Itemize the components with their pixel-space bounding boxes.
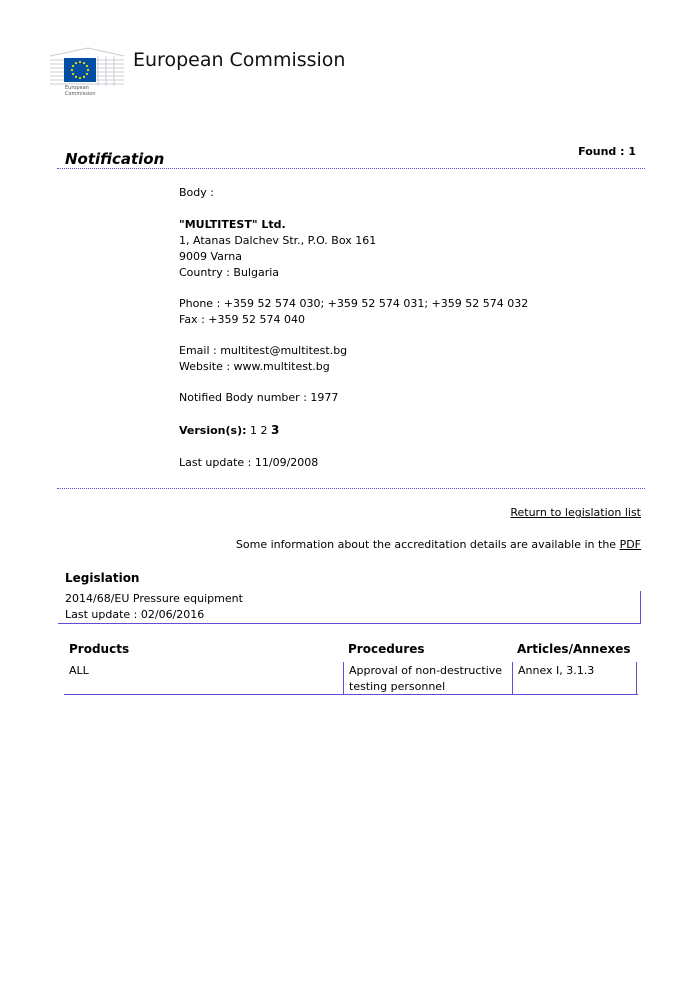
- versions-label: Version(s):: [179, 424, 247, 437]
- nb-number: Notified Body number : 1977: [179, 391, 339, 404]
- body-info: [179, 185, 528, 471]
- body-city: 9009 Varna: [179, 250, 242, 263]
- col-header-annexes: Articles/Annexes: [517, 642, 631, 656]
- table-row-bottom: [64, 694, 638, 695]
- cell-procedure: [349, 663, 502, 695]
- body-fax: Fax : +359 52 574 040: [179, 313, 305, 326]
- body-email: Email : multitest@multitest.bg: [179, 344, 348, 357]
- cell-divider-3: [636, 662, 637, 694]
- legislation-name: 2014/68/EU Pressure equipment: [65, 592, 243, 605]
- body-name: "MULTITEST" Ltd.: [179, 218, 286, 231]
- divider-bottom: [57, 488, 645, 489]
- cell-annex: Annex I, 3.1.3: [518, 664, 595, 677]
- divider-top: [57, 168, 645, 169]
- accreditation-note: [236, 537, 641, 553]
- ec-logo: [48, 46, 126, 104]
- cell-divider-2: [512, 662, 513, 694]
- logo-caption-line1: European: [65, 85, 89, 91]
- body-address: 1, Atanas Dalchev Str., P.O. Box 161: [179, 234, 377, 247]
- procedure-line-2: testing personnel: [349, 680, 446, 693]
- body-label: Body :: [179, 186, 214, 199]
- version-link-1[interactable]: 1: [250, 424, 258, 437]
- version-current: 3: [271, 423, 280, 437]
- return-to-list-link[interactable]: Return to legislation list: [510, 506, 641, 519]
- notification-title: Notification: [65, 150, 165, 168]
- legislation-last-update: Last update : 02/06/2016: [65, 608, 205, 621]
- cell-product: ALL: [69, 664, 89, 677]
- found-count: Found : 1: [578, 145, 636, 158]
- body-website: Website : www.multitest.bg: [179, 360, 330, 373]
- version-link-2[interactable]: 2: [260, 424, 268, 437]
- legislation-title: Legislation: [65, 571, 140, 585]
- cell-divider-1: [343, 662, 344, 694]
- body-last-update: Last update : 11/09/2008: [179, 456, 319, 469]
- col-header-procedures: Procedures: [348, 642, 425, 656]
- org-title: European Commission: [133, 49, 346, 71]
- procedure-line-1: Approval of non-destructive: [349, 664, 503, 677]
- pdf-link[interactable]: PDF: [619, 538, 641, 551]
- logo-caption-line2: Commission: [65, 91, 96, 97]
- body-phone: Phone : +359 52 574 030; +359 52 574 031; +359 52 574 032: [179, 297, 529, 310]
- col-header-products: Products: [69, 642, 130, 656]
- legislation-info: [65, 591, 243, 623]
- versions-row: [179, 422, 528, 439]
- body-country: Country : Bulgaria: [179, 266, 280, 279]
- accreditation-text: Some information about the accreditation details are available in the: [235, 538, 617, 551]
